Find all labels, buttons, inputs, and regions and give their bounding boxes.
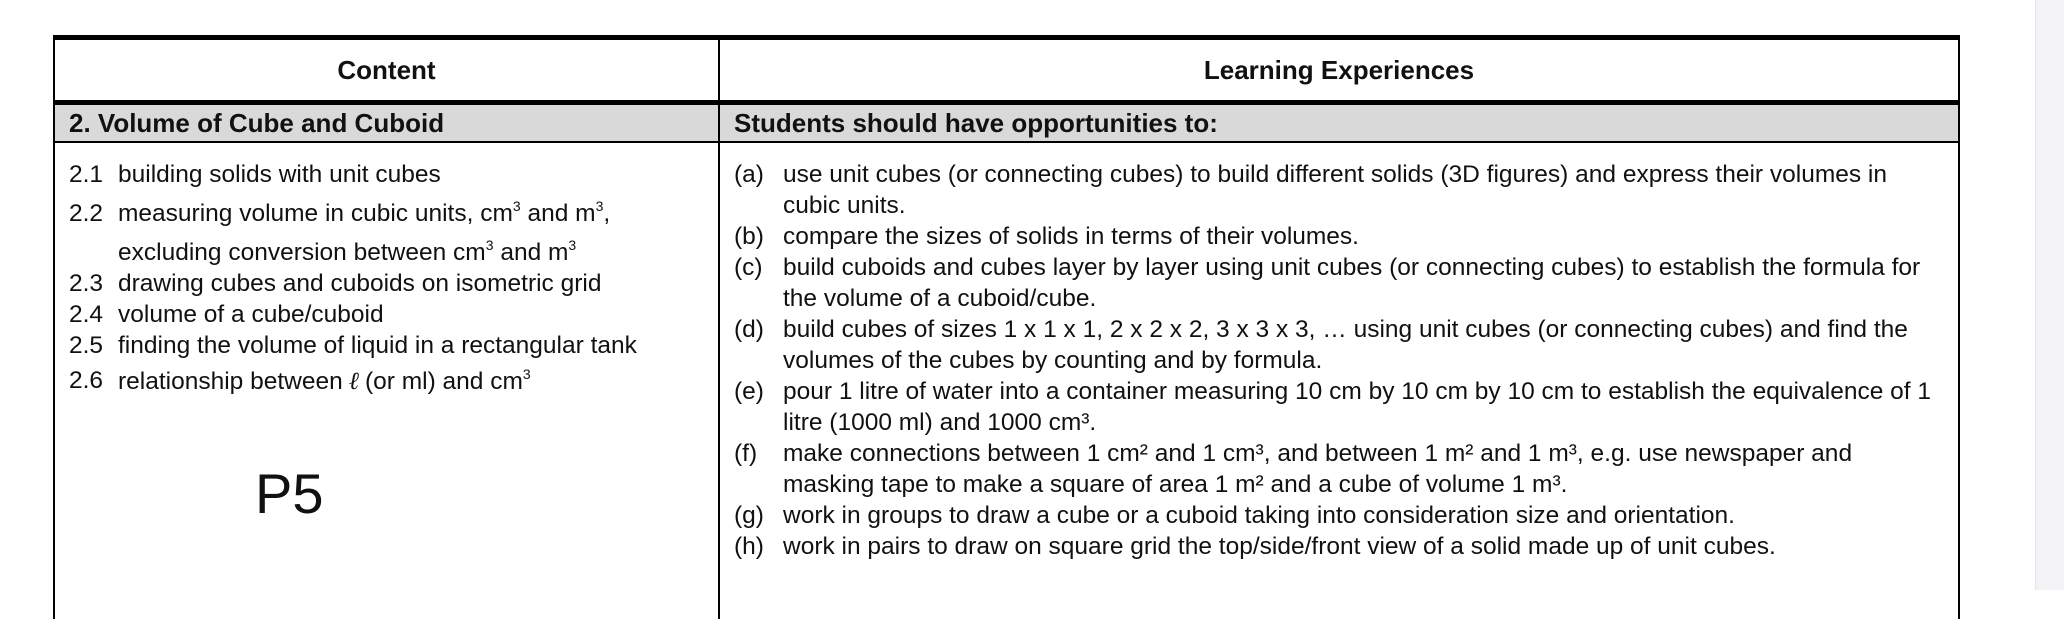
experience-item (734, 314, 1958, 376)
experience-letter: (e) (734, 378, 764, 405)
item-text: drawing cubes and cuboids on isometric grid (118, 270, 602, 297)
scrollbar[interactable] (2035, 0, 2064, 590)
curriculum-table (53, 35, 1960, 619)
content-item (69, 159, 718, 190)
experience-letter: (c) (734, 254, 763, 281)
experience-text: build cubes of sizes 1 x 1 x 1, 2 x 2 x 2, 3 x 3 x 3, … using unit cubes (or connecting cubes) and find the volumes of the cubes by counting and by formula. (783, 316, 1908, 374)
experience-item (734, 376, 1958, 438)
content-header: Content (54, 38, 719, 103)
body-row (54, 142, 1959, 619)
content-item (69, 198, 718, 229)
experience-letter: (f) (734, 440, 758, 467)
experience-letter: (g) (734, 502, 764, 529)
item-text: measuring volume in cubic units, $cm^3$ and $m^3$, (118, 198, 611, 227)
experience-item (734, 252, 1958, 314)
header-row (54, 38, 1959, 103)
experience-letter: (h) (734, 533, 764, 560)
content-cell (54, 142, 719, 619)
experience-text: work in groups to draw a cube or a cuboid taking into consideration size and orientation. (783, 502, 1735, 529)
item-text: volume of a cube/cuboid (118, 301, 384, 328)
experiences-intro: Students should have opportunities to: (719, 103, 1959, 143)
item-text: building solids with unit cubes (118, 161, 441, 188)
experience-letter: (b) (734, 223, 764, 250)
experience-letter: (d) (734, 316, 764, 343)
item-number: 2.3 (69, 270, 104, 297)
content-item (69, 365, 718, 397)
experience-text: compare the sizes of solids in terms of their volumes. (783, 223, 1359, 250)
item-number: 2.4 (69, 301, 104, 328)
experience-text: work in pairs to draw on square grid the top/side/front view of a solid made up of unit cubes. (783, 533, 1776, 560)
item-text-continuation: excluding conversion between $cm^3$ and $m^3$ (118, 237, 577, 266)
content-item (69, 299, 718, 330)
section-row (54, 103, 1959, 143)
experience-item (734, 438, 1958, 500)
item-number: 2.1 (69, 161, 104, 188)
experience-item (734, 531, 1958, 562)
experiences-cell (719, 142, 1959, 619)
experience-item (734, 500, 1958, 531)
experience-text: make connections between 1 cm² and 1 cm³, and between 1 m² and 1 m³, e.g. use newspaper and masking tape to make a square of area 1 m² and a cube of volume 1 m³. (783, 440, 1853, 498)
litre-symbol: ℓ (348, 366, 359, 395)
item-text: relationship between ℓ (or ml) and $cm^3$ (118, 366, 531, 395)
item-number: 2.5 (69, 332, 104, 359)
content-item (69, 330, 718, 361)
item-number: 2.6 (69, 367, 104, 394)
experience-item (734, 221, 1958, 252)
experience-text: pour 1 litre of water into a container measuring 10 cm by 10 cm by 10 cm to establish the equivalence of 1 litre (1000 ml) and 1000 cm³. (783, 378, 1932, 436)
experience-item (734, 159, 1958, 221)
experience-letter: (a) (734, 161, 764, 188)
item-text: finding the volume of liquid in a rectangular tank (118, 332, 637, 359)
content-item (69, 268, 718, 299)
experience-text: use unit cubes (or connecting cubes) to build different solids (3D figures) and express their volumes in cubic units. (783, 161, 1887, 219)
learning-experiences-header: Learning Experiences (719, 38, 1959, 103)
item-number: 2.2 (69, 200, 104, 227)
level-label: P5 (255, 462, 324, 525)
experience-text: build cuboids and cubes layer by layer using unit cubes (or connecting cubes) to establish the formula for the volume of a cuboid/cube. (783, 254, 1921, 312)
topic-title: 2. Volume of Cube and Cuboid (54, 103, 719, 143)
